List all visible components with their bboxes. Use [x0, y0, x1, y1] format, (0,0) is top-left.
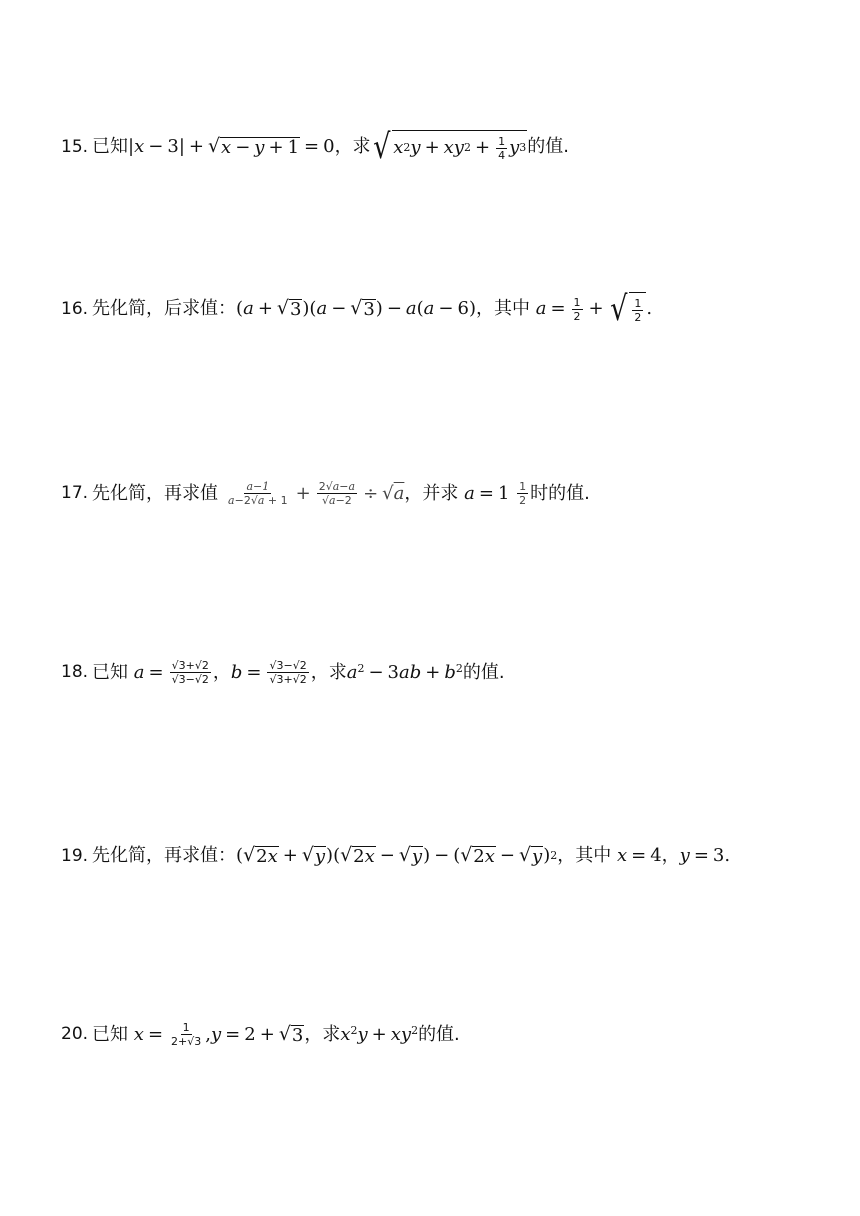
problem-text: ，求: [304, 1023, 341, 1045]
math-expression: = 0: [304, 136, 335, 157]
problem-15: [61, 127, 569, 167]
problem-number: 20.: [61, 1024, 89, 1044]
problem-text: ，: [212, 661, 231, 683]
sqrt-expression: √ y: [518, 844, 543, 867]
math-expression: )(a −: [302, 298, 347, 319]
problem-text: ，求: [310, 661, 347, 683]
problem-number: 17.: [61, 483, 89, 503]
problem-text: 先化简，后求值：: [92, 298, 237, 319]
problem-19: 19. 先化简，再求值： ( √ 2 x + √ y )( √ 2 x − √ y ) − ( √ 2 x − √ y ) 2 ，其中 x = 4 ， y = 3.: [61, 844, 731, 867]
math-expression: ,y = 2 +: [205, 1023, 275, 1045]
problem-17: [61, 481, 590, 506]
fraction: $\frac{√3-√2}{√3+√2}$: [269, 659, 307, 686]
math-expression: a = 1: [464, 482, 516, 504]
math-expression: $x^2y + xy^2$: [340, 1023, 419, 1045]
problem-text: ，: [661, 845, 680, 866]
problem-number: 16.: [61, 298, 89, 319]
fraction: $\frac{1}{2}$: [519, 480, 527, 507]
problem-text: ，求: [334, 136, 371, 157]
problem-text: ，其中: [475, 298, 530, 319]
math-expression: a =: [535, 298, 566, 319]
sqrt-expression: √ 3: [278, 1022, 304, 1046]
problem-text: ，并求: [404, 482, 459, 504]
problem-text: 先化简，再求值：: [92, 845, 237, 866]
math-expression: |x − 3| +: [128, 136, 204, 157]
problem-text: 已知: [92, 136, 129, 157]
fraction: $\frac{1}{2}$: [573, 295, 581, 323]
sqrt-expression: √ 2 x: [243, 844, 278, 867]
problem-text: 的值.: [527, 136, 569, 157]
problem-text: 已知: [92, 1023, 129, 1045]
sqrt-expression: √ x 2 y + xy 2 + $\frac{1}{4}$ y 3: [372, 127, 527, 167]
problem-text: 先化简，再求值: [92, 482, 219, 504]
math-image-expression: $\frac{a-1}{a-2√a + 1}$ + $\frac{2√a-a}{√a-2}$ ÷ √a: [228, 480, 405, 507]
sqrt-expression: √ 3: [350, 297, 375, 320]
problem-number: 18.: [61, 662, 89, 682]
sqrt-expression: √ 2 x: [460, 844, 495, 867]
sqrt-expression: √ y: [398, 844, 423, 867]
math-expression: x = 4: [616, 845, 662, 866]
problem-number: 15.: [61, 136, 89, 157]
sqrt-expression: √ 2 x: [340, 844, 375, 867]
problem-text: 已知: [92, 661, 129, 683]
fraction: $\frac{√3+√2}{√3-√2}$: [171, 659, 209, 686]
fraction: $\frac{1}{2+√3}$: [171, 1021, 202, 1048]
math-expression: b =: [230, 661, 262, 683]
problem-16: 16. 先化简，后求值： (a + √ 3 )(a − √ 3 ) − a(a − 6) ，其中 a = $\frac{1}{2}$ + √ $\frac{1}{2}$ .: [61, 289, 653, 329]
math-expression: ) − a(a − 6): [375, 298, 476, 319]
math-expression: (a +: [236, 298, 273, 319]
math-expression: $a^2 - 3ab + b^2$: [346, 661, 463, 683]
problem-18: [61, 660, 505, 685]
problem-text: ，其中: [557, 845, 612, 866]
problem-number: 19.: [61, 845, 89, 866]
problem-text: 的值.: [462, 661, 505, 683]
sqrt-expression: √ y: [301, 844, 326, 867]
sqrt-expression: √ 3: [276, 297, 302, 320]
problem-text: 时的值.: [530, 482, 590, 504]
math-expression: y = 3.: [679, 845, 731, 866]
sqrt-expression: √ x − y + 1: [208, 135, 300, 158]
sqrt-expression: √ $\frac{1}{2}$: [608, 292, 647, 326]
math-expression: a =: [133, 661, 164, 683]
problem-20: [61, 1022, 460, 1047]
math-expression: x =: [133, 1023, 164, 1045]
problem-text: 的值.: [418, 1023, 460, 1045]
